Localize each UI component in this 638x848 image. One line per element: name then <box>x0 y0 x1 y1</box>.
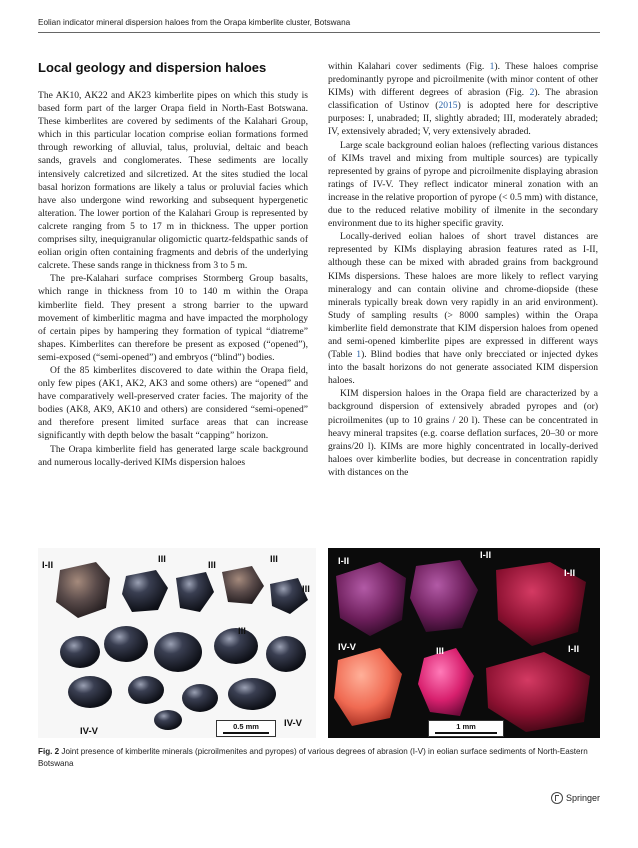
figure-link[interactable]: 2 <box>529 87 535 99</box>
scale-label: 1 mm <box>456 722 476 731</box>
abrasion-label: IV-V <box>80 726 98 737</box>
abrasion-label: I-II <box>480 550 492 561</box>
text-run: ). The abrasion classification of Ustinov ( <box>328 87 598 112</box>
figure-link[interactable]: 1 <box>489 61 495 72</box>
header-rule <box>38 32 600 33</box>
caption-text: Joint presence of kimberlite minerals (picroilmenites and pyropes) of various degrees of abrasion (I-V) in eolian surface sediments of North-Eastern Botswana <box>38 747 588 768</box>
table-link[interactable]: 1 <box>356 349 362 361</box>
springer-horse-icon <box>551 792 563 804</box>
left-column <box>38 60 308 469</box>
abrasion-label: III <box>238 626 246 637</box>
abrasion-label: I-II <box>564 568 576 579</box>
figure-caption <box>38 746 600 769</box>
abrasion-label: III <box>302 584 310 595</box>
paragraph <box>328 60 598 139</box>
abrasion-label: IV-V <box>338 642 356 653</box>
paragraph: The Orapa kimberlite field has generated large scale background and numerous locally-derived KIMs dispersion haloes <box>38 443 308 468</box>
section-title: Local geology and dispersion haloes <box>38 60 267 75</box>
paragraph: KIM dispersion haloes in the Orapa field are characterized by a background dispersion of extensively abraded pyropes and (or) picroilmenites (up to 10 grains / 20 l). These can be concentrated in heavy mineral trapsites (e.g. coarse deflation surfaces, 20–30 or more grains/20 l). KIMs are more highly concentrated in locally-derived haloes over kimberlite bodies, but decrease in concentration rapidly with distances on the <box>328 388 598 478</box>
caption-label: Fig. 2 <box>38 747 60 756</box>
abrasion-label: I-II <box>42 560 54 571</box>
paragraph: The AK10, AK22 and AK23 kimberlite pipes on which this study is based form part of the larger Orapa field in North-East Botswana. These kimberlites are covered by sediments of the Kalahari Group, which in this particular location comprise eolian formations formed through reworking of alluvial, talus, proluvial, deltaic and beach sands, gravels and conglomerates. These sediments are locally intensively calcretized and silcretized. At the sites studied the local basal horizon formations are likely a talus or proluvial facies which have also undergone wind reworking and subsequent hypergenetic alteration. The lower portion of the Kalahari Group is represented by calcrete ranging from 5 to 17 m in thickness. The upper portion comprises silty, inequigranular oligomictic quartz-feldspathic sands of eolian origin often containing fragments and debris of the underlying calcrete. These sands range in thickness from 3 to 5 m. <box>38 90 308 272</box>
scale-label: 0.5 mm <box>233 722 259 731</box>
figure-2 <box>38 548 600 738</box>
text-run: within Kalahari cover sediments (Fig. <box>328 61 490 72</box>
scale-bar <box>216 720 276 737</box>
abrasion-label: III <box>208 560 216 571</box>
text-run: ). Blind bodies that have only brecciated or injected dykes into the basalt horizons do not generate associated KIM dispersion haloes. <box>328 349 598 387</box>
citation-link[interactable]: 2015 <box>438 100 458 112</box>
abrasion-label: III <box>270 554 278 565</box>
picroilmenite-photo <box>38 548 316 738</box>
abrasion-label: I-II <box>568 644 580 655</box>
abrasion-label: III <box>158 554 166 565</box>
pyrope-photo <box>328 548 600 738</box>
abrasion-label: IV-V <box>284 718 302 729</box>
scale-line <box>223 732 269 734</box>
picroilmenite-grains-image <box>38 548 316 738</box>
text-run: Locally-derived eolian haloes of short travel distances are represented by KIMs displaying abrasion features rated as I-II, although these can be mixed with abraded grains from background KIMs dispersions. These haloes are more likely to reflect varying mineralogy and can contain olivine and chrome-diopside (these minerals typically break down very rapidly in an arid environment). Study of sampling results (> 8000 samples) within the Orapa kimberlite field demonstrate that KIM dispersion haloes from opened and semi-opened kimberlite pipes are expressed in different ways (Table <box>328 231 598 361</box>
paragraph: Of the 85 kimberlites discovered to date within the Orapa field, only few pipes (AK1, AK2, AK3 and some others) are “opened” and have comparatively well-preserved crater facies. The majority of the bodies (AK8, AK9, AK10 and others) are considered “semi-opened” and therefore present limited surface areas that can increase significantly with depth below the basalt “capping” horizon. <box>38 364 308 442</box>
paragraph: Large scale background eolian haloes (reflecting various distances of KIMs travel and mixing from multiple sources) are typically represented by grains of pyrope and picroilmenite displaying abrasion ratings of IV-V. They reflect indicator mineral zonation with an increase in the relative proportion of pyrope (< 0.5 mm) with distance, due to the reduced relative mobility of ilmenite in the secondary environment due to its higher specific gravity. <box>328 139 598 230</box>
text-run: ). These haloes comprise predominantly pyrope and picroilmenite (with minor content of other KIMs) with different degrees of abrasion (Fig. <box>328 61 599 99</box>
pyrope-grains-image <box>328 548 600 738</box>
abrasion-label: I-II <box>338 556 350 567</box>
scale-line <box>435 732 497 734</box>
publisher-footer <box>551 792 600 804</box>
paragraph: The pre-Kalahari surface comprises Stormberg Group basalts, which range in thickness from 10 to 140 m within the Orapa kimberlite field. They present a strong barrier to the upward movement of kimberlitic magma and have impacted the morphology of certain pipes by hampering they formation of typical “diatreme” shapes. Kimberlites can therefore be present as exposed (“opened”), semi-exposed (“semi-opened”) and embryos (“blind”) bodies. <box>38 273 308 363</box>
text-run: ) is adopted here for descriptive purposes: I, unabraded; II, slightly abraded; III, moderately abraded; IV, extensively abraded; V, very extensively abraded. <box>328 100 598 138</box>
abrasion-label: III <box>436 646 444 657</box>
running-head: Eolian indicator mineral dispersion haloes from the Orapa kimberlite cluster, Botswana <box>38 18 351 27</box>
scale-bar <box>428 720 504 737</box>
paragraph <box>328 230 598 387</box>
right-column <box>328 60 598 479</box>
publisher-name: Springer <box>565 793 600 803</box>
